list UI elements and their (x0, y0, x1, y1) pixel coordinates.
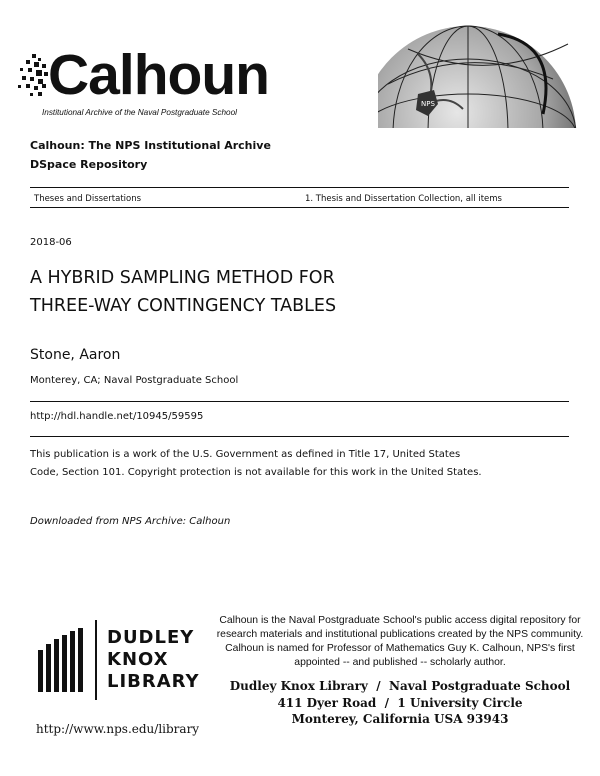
description-line-4: appointed -- and published -- scholarly author. (294, 657, 506, 668)
library-logo-divider (95, 620, 97, 700)
library-columns-icon (38, 628, 90, 692)
author: Stone, Aaron (30, 347, 121, 363)
calhoun-description (204, 614, 596, 670)
publication-date: 2018-06 (30, 237, 72, 248)
address-line-2: 411 Dyer Road / 1 University Circle (277, 695, 523, 710)
archive-title: Calhoun: The NPS Institutional Archive (30, 139, 271, 152)
library-url-link[interactable]: http://www.nps.edu/library (36, 722, 200, 736)
rights-statement: This publication is a work of the U.S. Government as defined in Title 17, United States Code, Section 101. Copyright protection is not available for this work in the United States. (30, 449, 482, 478)
divider-handle-top (30, 401, 569, 402)
collection-link-left[interactable]: Theses and Dissertations (34, 194, 142, 204)
divider-top (30, 187, 569, 188)
library-wordmark-line-2: KNOX (107, 649, 169, 670)
calhoun-logo (18, 43, 269, 120)
title-line-1: A HYBRID SAMPLING METHOD FOR (30, 268, 335, 288)
title-line-2: THREE-WAY CONTINGENCY TABLES (30, 296, 337, 316)
library-wordmark-line-1: DUDLEY (107, 627, 195, 648)
description-line-1: Calhoun is the Naval Postgraduate School's public access digital repository for (219, 615, 581, 626)
address-line-1: Dudley Knox Library / Naval Postgraduate School (229, 679, 571, 693)
publisher: Monterey, CA; Naval Postgraduate School (30, 375, 239, 386)
downloaded-note: Downloaded from NPS Archive: Calhoun (30, 516, 231, 527)
divider-collection (30, 207, 569, 208)
description-line-2: research materials and institutional publications created by the NPS community. (216, 629, 584, 640)
library-wordmark-line-3: LIBRARY (107, 671, 200, 692)
handle-link[interactable]: http://hdl.handle.net/10945/59595 (30, 411, 204, 422)
document-title (30, 264, 550, 320)
collection-link-right[interactable]: 1. Thesis and Dissertation Collection, all items (305, 194, 502, 204)
calhoun-wordmark: Calhoun (48, 43, 269, 107)
library-wordmark (107, 627, 200, 693)
repository-name: DSpace Repository (30, 158, 148, 171)
description-line-3: Calhoun is named for Professor of Mathematics Guy K. Calhoun, NPS's first (225, 643, 575, 654)
divider-handle-bottom (30, 436, 569, 437)
calhoun-tagline: Institutional Archive of the Naval Postgraduate School (42, 108, 237, 117)
globe-graphic (378, 24, 600, 128)
nps-seal-label: NPS (421, 100, 435, 108)
library-address (204, 678, 596, 728)
address-line-3: Monterey, California USA 93943 (291, 712, 509, 726)
